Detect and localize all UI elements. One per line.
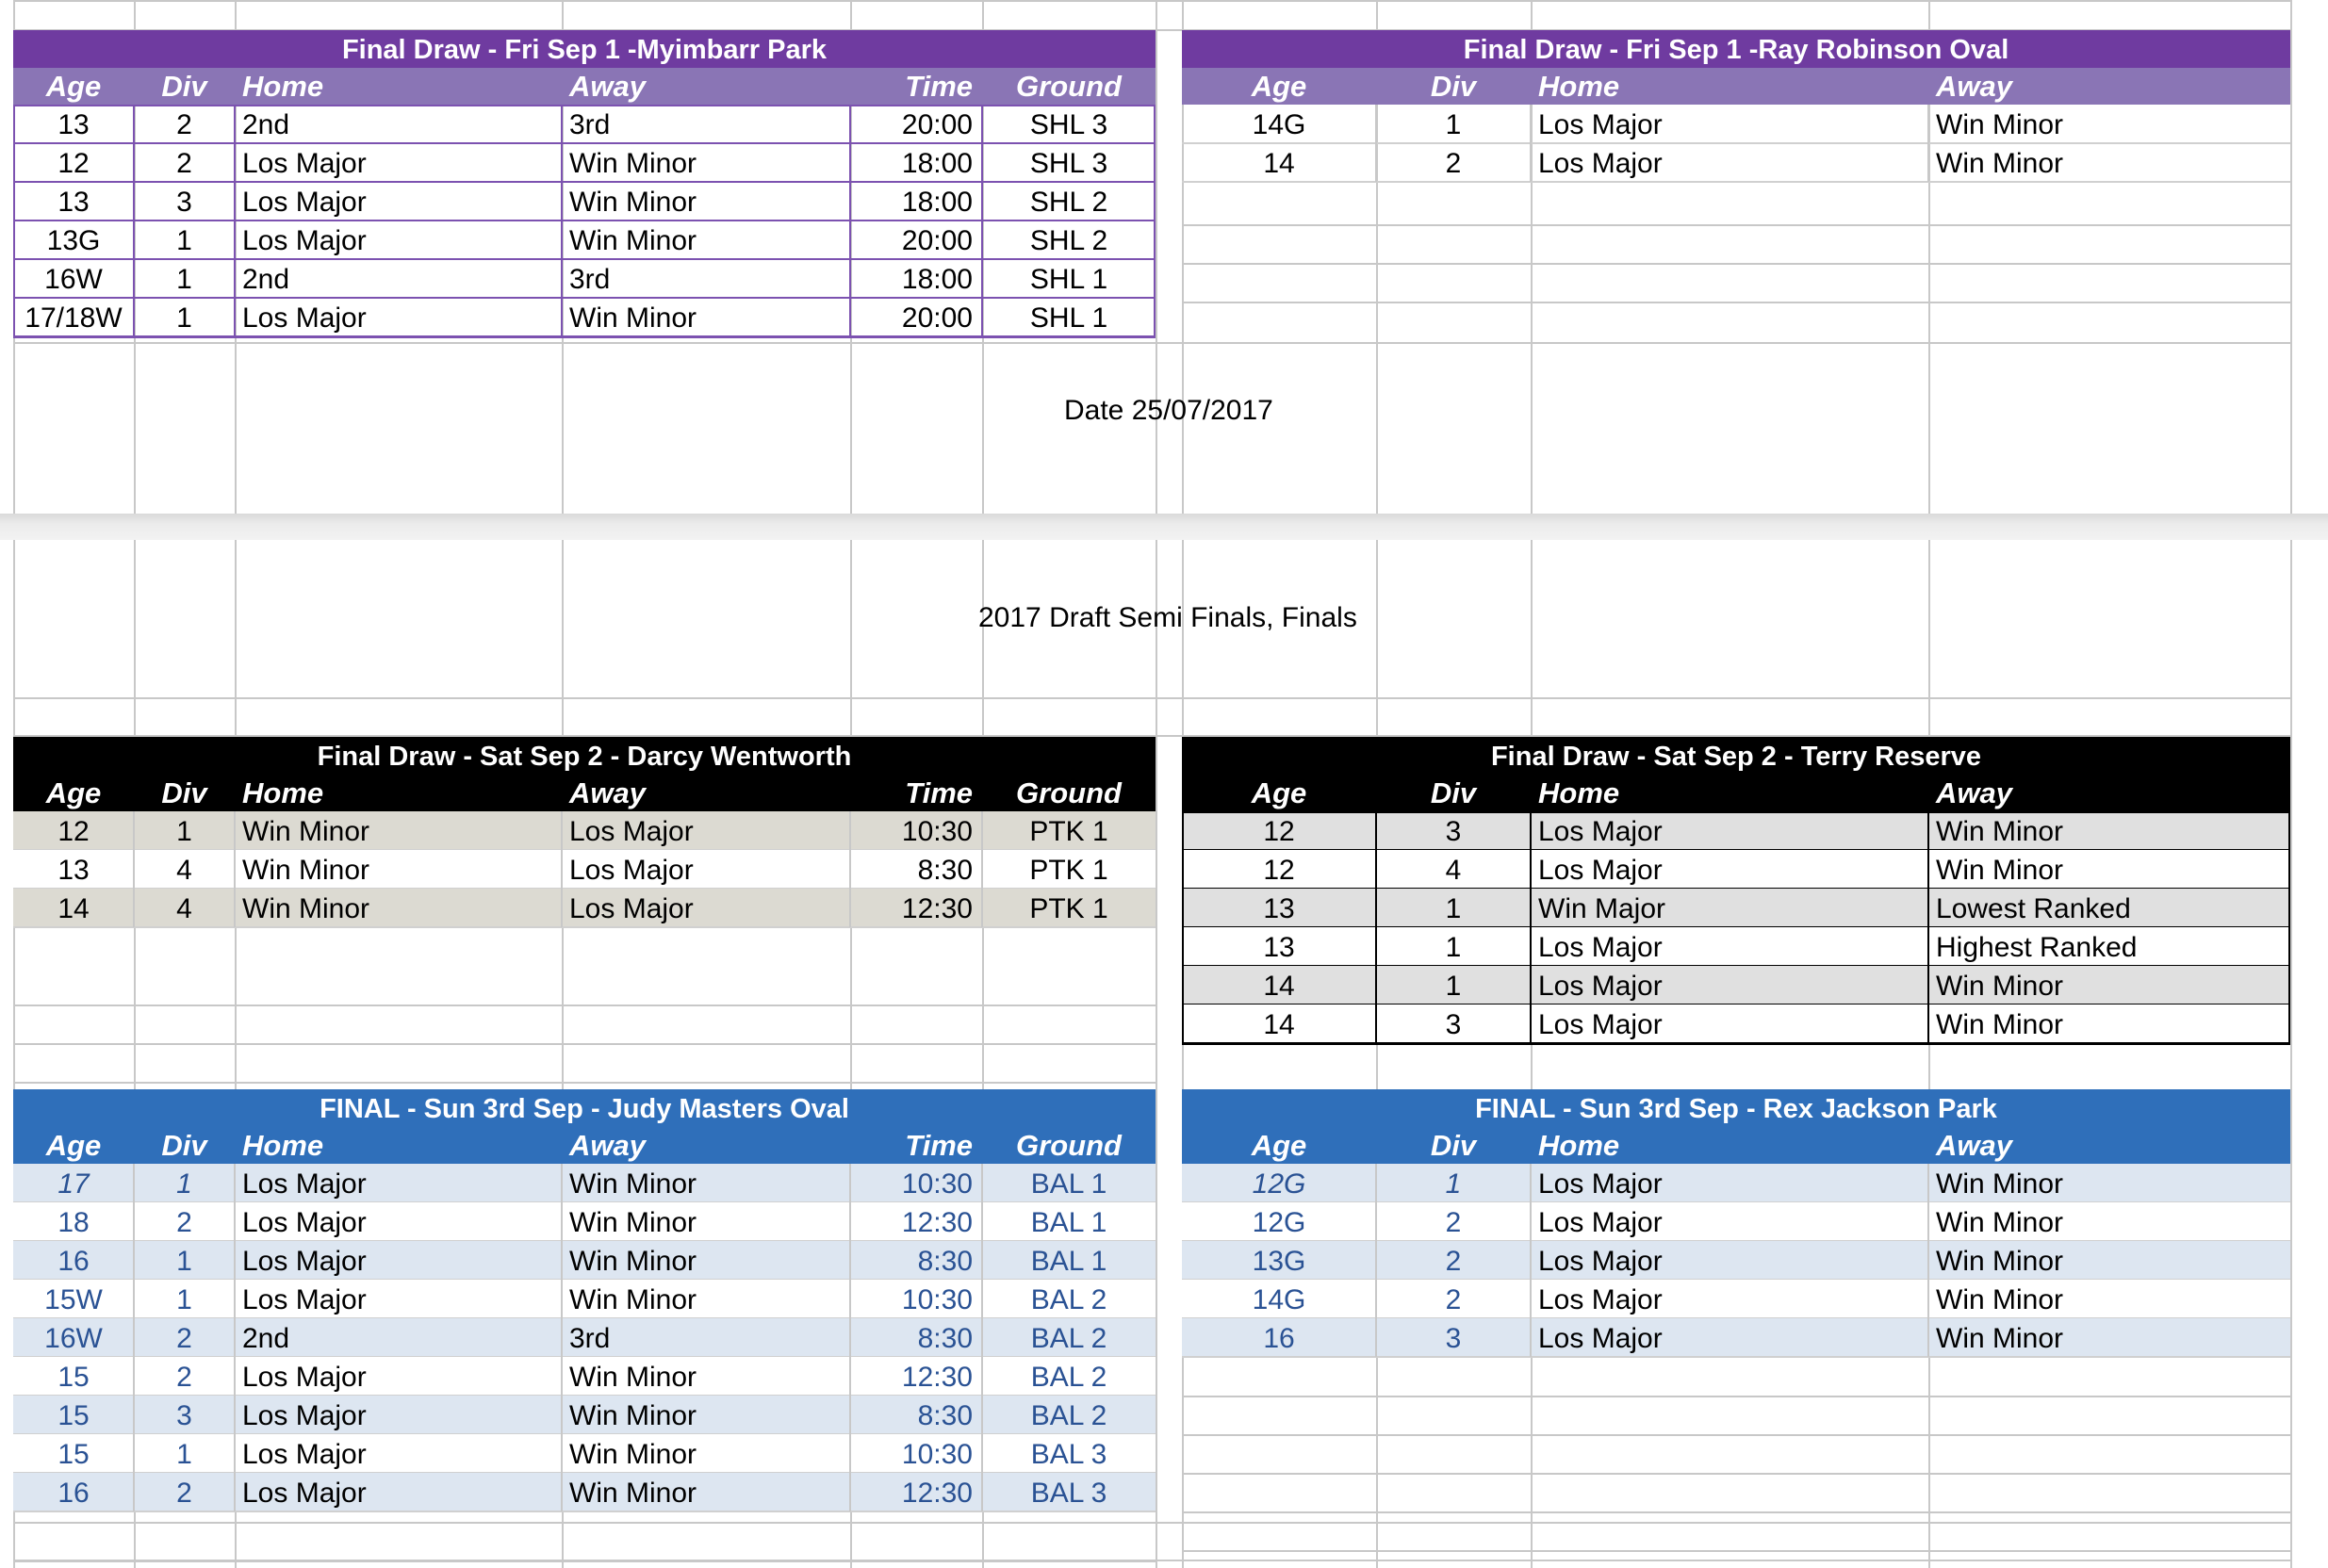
cell-home: Los Major [1538,148,1663,179]
header-away: Away [1936,70,2012,103]
cell-div: 2 [176,1362,192,1393]
header-ground: Ground [1016,776,1122,809]
cell-age: 15 [57,1400,90,1431]
table-border [13,105,1156,338]
header-home: Home [1538,1129,1620,1162]
row-divider [1182,181,2290,183]
cell-div: 1 [176,264,192,295]
cell-time: 12:30 [901,893,973,924]
cell-away: Win Minor [1936,148,2064,179]
column-divider [981,811,983,927]
grid-row-line [13,1004,1156,1006]
grid-row-line [1182,263,2290,265]
header-away: Away [569,1129,646,1162]
cell-age: 14G [1252,109,1306,140]
table-row [1182,105,2290,143]
cell-away: 3rd [569,1323,611,1354]
table-row [13,1473,1156,1511]
cell-age: 15 [57,1439,90,1470]
cell-div: 4 [176,855,192,886]
cell-age: 15W [44,1284,103,1315]
table-sat-terry-reserve [1182,737,2290,1043]
header-div: Div [161,776,207,809]
cell-away: Win Minor [569,1362,697,1393]
grid-row-line [13,697,2290,699]
cell-home: Los Major [242,1478,367,1509]
column-divider [234,1164,236,1511]
cell-home: Los Major [242,1362,367,1393]
cell-time: 12:30 [901,1478,973,1509]
column-divider [234,811,236,927]
header-age: Age [45,1129,102,1162]
cell-ground: BAL 3 [1030,1439,1107,1470]
header-home: Home [242,776,324,809]
column-header-row [13,775,1156,811]
cell-div: 1 [176,225,192,256]
cell-away: Win Minor [569,1284,697,1315]
cell-age: 12 [1263,816,1295,847]
cell-away: Win Minor [1936,1323,2064,1354]
cell-away: Win Minor [569,187,697,218]
cell-away: Highest Ranked [1936,932,2138,963]
cell-age: 13G [1252,1246,1306,1277]
cell-time: 8:30 [917,855,973,886]
cell-home: 2nd [242,109,290,140]
cell-div: 1 [1445,932,1462,963]
cell-time: 8:30 [917,1246,973,1277]
header-away: Away [569,776,646,809]
cell-away: Los Major [569,816,694,847]
cell-away: 3rd [569,264,611,295]
cell-age: 15 [57,1362,90,1393]
table-row [13,1434,1156,1473]
cell-home: Los Major [1538,1009,1663,1040]
cell-time: 20:00 [901,302,973,334]
cell-home: Los Major [1538,1246,1663,1277]
cell-ground: BAL 1 [1030,1207,1107,1238]
cell-time: 10:30 [901,1284,973,1315]
page-break [0,514,2328,540]
header-age: Age [45,70,102,103]
cell-home: Los Major [1538,1323,1663,1354]
cell-home: Win Minor [242,893,370,924]
row-divider [13,1511,1156,1512]
cell-ground: SHL 3 [1029,148,1108,179]
draft-title: 2017 Draft Semi Finals, Finals [978,602,1357,633]
cell-home: Los Major [1538,1207,1663,1238]
cell-div: 3 [176,1400,192,1431]
cell-time: 10:30 [901,816,973,847]
header-time: Time [905,1129,973,1162]
cell-div: 2 [176,1323,192,1354]
cell-age: 16 [57,1478,90,1509]
cell-away: Win Minor [569,1207,697,1238]
table-row [13,889,1156,927]
cell-away: Win Minor [1936,1284,2064,1315]
sat-terry-title: Final Draw - Sat Sep 2 - Terry Reserve [1182,737,2290,775]
cell-away: Win Minor [569,1246,697,1277]
header-time: Time [905,776,973,809]
cell-ground: BAL 1 [1030,1246,1107,1277]
column-divider [133,1164,135,1511]
header-div: Div [1430,1129,1477,1162]
cell-time: 8:30 [917,1400,973,1431]
cell-home: Los Major [1538,932,1663,963]
cell-div: 1 [176,816,192,847]
cell-ground: PTK 1 [1029,855,1108,886]
column-divider [1375,105,1377,182]
table-row [1182,1280,2290,1318]
header-ground: Ground [1016,70,1122,103]
cell-ground: BAL 2 [1030,1400,1107,1431]
column-header-row [13,68,1156,105]
cell-age: 14 [1263,1009,1295,1040]
table-row [1182,1318,2290,1357]
table-row [13,1202,1156,1241]
cell-home: Los Major [1538,816,1663,847]
cell-div: 1 [176,1246,192,1277]
cell-away: Win Minor [1936,109,2064,140]
header-age: Age [1251,70,1307,103]
header-div: Div [161,70,207,103]
cell-away: Win Minor [569,1439,697,1470]
cell-ground: SHL 1 [1029,264,1108,295]
cell-time: 20:00 [901,109,973,140]
header-ground: Ground [1016,1129,1122,1162]
cell-home: Los Major [1538,1168,1663,1200]
cell-home: Los Major [242,1207,367,1238]
table-sun-rex-jackson-park [1182,1089,2290,1357]
column-divider [1375,1164,1377,1357]
cell-age: 13 [57,187,90,218]
cell-time: 12:30 [901,1362,973,1393]
column-divider [981,1164,983,1511]
table-row [1182,1202,2290,1241]
cell-div: 2 [1445,1284,1462,1315]
table-fri-ray-robinson-oval [1182,30,2290,182]
cell-home: 2nd [242,264,290,295]
header-div: Div [1430,776,1477,809]
cell-age: 14G [1252,1284,1306,1315]
cell-div: 1 [176,1284,192,1315]
column-header-row [1182,68,2290,105]
cell-div: 2 [176,1478,192,1509]
header-time: Time [905,70,973,103]
cell-div: 2 [1445,1246,1462,1277]
cell-div: 3 [1445,1009,1462,1040]
cell-div: 3 [1445,816,1462,847]
grid-row-line [1182,1396,2290,1397]
cell-away: Win Minor [569,148,697,179]
column-header-row [13,1127,1156,1164]
cell-time: 10:30 [901,1439,973,1470]
grid-row-line [13,1522,1156,1524]
cell-time: 18:00 [901,264,973,295]
cell-age: 14 [1263,148,1295,179]
header-age: Age [1251,1129,1307,1162]
cell-away: Los Major [569,855,694,886]
column-divider [561,1164,563,1511]
grid-row-line [1182,1511,2290,1513]
cell-ground: PTK 1 [1029,816,1108,847]
cell-time: 10:30 [901,1168,973,1200]
cell-away: Win Minor [569,1168,697,1200]
grid-row-line [13,1082,1156,1084]
table-row [13,1164,1156,1202]
grid-row-line [1182,1434,2290,1436]
header-home: Home [1538,70,1620,103]
cell-away: Win Minor [1936,1168,2064,1200]
sat-darcy-title: Final Draw - Sat Sep 2 - Darcy Wentworth [13,737,1156,775]
sun-rex-title: FINAL - Sun 3rd Sep - Rex Jackson Park [1182,1089,2290,1127]
cell-home: Los Major [242,225,367,256]
header-div: Div [161,1129,207,1162]
cell-age: 18 [57,1207,90,1238]
table-row [13,1318,1156,1357]
cell-ground: SHL 2 [1029,187,1108,218]
cell-div: 4 [176,893,192,924]
cell-age: 17 [57,1168,90,1200]
grid-row-line [13,1560,1156,1562]
sun-judy-title: FINAL - Sun 3rd Sep - Judy Masters Oval [13,1089,1156,1127]
cell-div: 3 [176,187,192,218]
column-divider [849,811,851,927]
grid-row-line [13,1043,1156,1045]
header-div: Div [1430,70,1477,103]
cell-age: 14 [1263,971,1295,1002]
row-divider [13,926,1156,928]
header-home: Home [1538,776,1620,809]
table-row [13,1396,1156,1434]
header-away: Away [1936,776,2012,809]
cell-home: Los Major [1538,855,1663,886]
row-divider [1182,1356,2290,1358]
cell-home: Los Major [1538,971,1663,1002]
cell-ground: SHL 2 [1029,225,1108,256]
cell-age: 13G [46,225,101,256]
cell-home: Win Major [1538,893,1666,924]
cell-home: Win Minor [242,816,370,847]
cell-home: Win Minor [242,855,370,886]
table-sat-darcy-wentworth [13,737,1156,927]
cell-away: Win Minor [1936,1009,2064,1040]
cell-ground: SHL 3 [1029,109,1108,140]
column-divider [1927,105,1929,182]
cell-ground: SHL 1 [1029,302,1108,334]
cell-age: 13 [57,855,90,886]
table-fri-myimbarr-park [13,30,1156,336]
cell-home: Los Major [242,1400,367,1431]
cell-age: 17/18W [25,302,123,334]
cell-div: 2 [176,109,192,140]
column-header-row [1182,1127,2290,1164]
cell-away: Win Minor [1936,855,2064,886]
column-divider [1530,1164,1532,1357]
table-border [1182,811,2290,1045]
cell-age: 16 [57,1246,90,1277]
cell-away: Lowest Ranked [1936,893,2131,924]
cell-away: Win Minor [1936,971,2064,1002]
cell-away: Los Major [569,893,694,924]
cell-div: 4 [1445,855,1462,886]
cell-ground: BAL 2 [1030,1362,1107,1393]
column-divider [133,811,135,927]
table-row [13,1357,1156,1396]
cell-time: 18:00 [901,148,973,179]
table-sun-judy-masters-oval [13,1089,1156,1511]
fri-ray-title: Final Draw - Fri Sep 1 -Ray Robinson Oval [1182,30,2290,68]
cell-div: 1 [176,1439,192,1470]
date-label: Date 25/07/2017 [1064,395,1273,426]
cell-away: Win Minor [569,1478,697,1509]
header-home: Home [242,70,324,103]
table-row [1182,1241,2290,1280]
grid-col-line [2290,0,2292,1568]
cell-age: 13 [1263,932,1295,963]
column-divider [849,1164,851,1511]
cell-away: Win Minor [1936,1246,2064,1277]
cell-home: Los Major [242,148,367,179]
cell-age: 13 [57,109,90,140]
cell-ground: BAL 2 [1030,1284,1107,1315]
cell-away: Win Minor [569,1400,697,1431]
cell-ground: PTK 1 [1029,893,1108,924]
cell-age: 12G [1252,1168,1306,1200]
cell-away: Win Minor [569,225,697,256]
cell-age: 14 [57,893,90,924]
table-row [13,850,1156,889]
grid-row-line [1182,224,2290,226]
cell-div: 2 [1445,1207,1462,1238]
grid-row-line [13,342,2290,344]
cell-div: 1 [1445,1168,1462,1200]
header-away: Away [1936,1129,2012,1162]
cell-home: Los Major [242,1168,367,1200]
grid-row-line [13,0,2290,2]
cell-home: Los Major [242,1284,367,1315]
cell-div: 2 [176,148,192,179]
cell-div: 1 [1445,109,1462,140]
grid-row-line [1182,1550,2290,1552]
cell-age: 12G [1252,1207,1306,1238]
cell-age: 16 [1263,1323,1295,1354]
cell-home: Los Major [1538,1284,1663,1315]
cell-div: 1 [176,1168,192,1200]
cell-div: 3 [1445,1323,1462,1354]
table-row [13,1241,1156,1280]
cell-age: 16W [44,1323,103,1354]
cell-age: 12 [57,148,90,179]
cell-time: 20:00 [901,225,973,256]
cell-home: 2nd [242,1323,290,1354]
column-divider [561,811,563,927]
cell-age: 12 [57,816,90,847]
table-row [13,811,1156,850]
cell-home: Los Major [242,1439,367,1470]
header-age: Age [1251,776,1307,809]
column-divider [1927,1164,1929,1357]
header-age: Age [45,776,102,809]
cell-away: Win Minor [1936,816,2064,847]
table-row [13,1280,1156,1318]
cell-home: Los Major [242,187,367,218]
cell-time: 8:30 [917,1323,973,1354]
header-home: Home [242,1129,324,1162]
cell-age: 12 [1263,855,1295,886]
cell-ground: BAL 3 [1030,1478,1107,1509]
cell-age: 13 [1263,893,1295,924]
grid-row-line [1182,1473,2290,1475]
cell-time: 12:30 [901,1207,973,1238]
cell-div: 2 [1445,148,1462,179]
grid-col-line [1156,0,1157,1568]
cell-div: 2 [176,1207,192,1238]
cell-time: 18:00 [901,187,973,218]
cell-away: Win Minor [1936,1207,2064,1238]
column-divider [1530,105,1532,182]
table-row [1182,1164,2290,1202]
grid-row-line [1182,302,2290,303]
cell-div: 1 [1445,971,1462,1002]
fri-myimbarr-title: Final Draw - Fri Sep 1 -Myimbarr Park [13,30,1156,68]
cell-home: Los Major [1538,109,1663,140]
cell-div: 1 [1445,893,1462,924]
cell-away: Win Minor [569,302,697,334]
cell-ground: BAL 2 [1030,1323,1107,1354]
cell-home: Los Major [242,1246,367,1277]
column-header-row [1182,775,2290,811]
cell-div: 1 [176,302,192,334]
cell-away: 3rd [569,109,611,140]
table-row [1182,143,2290,182]
cell-ground: BAL 1 [1030,1168,1107,1200]
cell-home: Los Major [242,302,367,334]
cell-age: 16W [44,264,103,295]
header-away: Away [569,70,646,103]
